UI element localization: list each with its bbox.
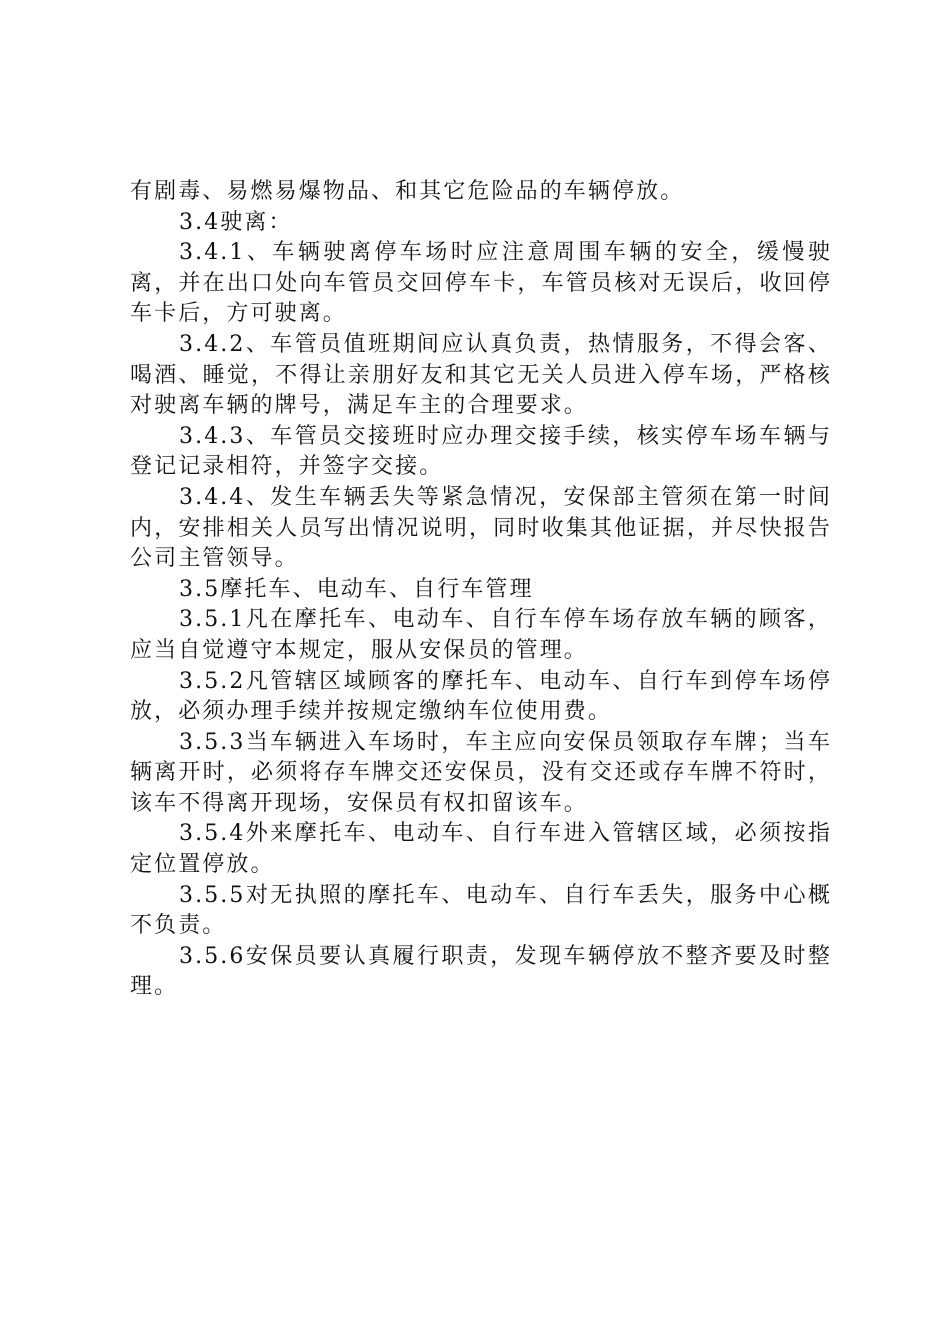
paragraph-3-4-2: 3.4.2、车管员值班期间应认真负责，热情服务，不得会客、喝酒、睡觉，不得让亲朋好友和其它无关人员进入停车场，严格核对驶离车辆的牌号，满足车主的合理要求。 <box>130 331 832 419</box>
paragraph-3-4-3: 3.4.3、车管员交接班时应办理交接手续，核实停车场车辆与登记记录相符，并签字交接。 <box>130 423 832 480</box>
paragraph-3-5-1: 3.5.1凡在摩托车、电动车、自行车停车场存放车辆的顾客，应当自觉遵守本规定，服从安保员的管理。 <box>130 607 832 663</box>
paragraph-hazardous-goods: 有剧毒、易燃易爆物品、和其它危险品的车辆停放。 <box>130 179 685 204</box>
document-body <box>130 177 832 1003</box>
paragraph-3-5-4: 3.5.4外来摩托车、电动车、自行车进入管辖区域，必须按指定位置停放。 <box>130 821 832 878</box>
paragraph-3-4-1: 3.4.1、车辆驶离停车场时应注意周围车辆的安全，缓慢驶离，并在出口处向车管员交回停车卡，车管员核对无误后，收回停车卡后，方可驶离。 <box>130 240 832 327</box>
heading-3-4-departure: 3.4驶离： <box>179 209 293 235</box>
paragraph-3-5-2: 3.5.2凡管辖区域顾客的摩托车、电动车、自行车到停车场停放，必须办理手续并按规定缴纳车位使用费。 <box>130 668 832 725</box>
paragraph-3-5-5: 3.5.5对无执照的摩托车、电动车、自行车丢失，服务中心概不负责。 <box>130 882 832 939</box>
paragraph-3-5-3: 3.5.3当车辆进入车场时，车主应向安保员领取存车牌；当车辆离开时，必须将存车牌交还安保员，没有交还或存车牌不符时，该车不得离开现场，安保员有权扣留该车。 <box>130 729 832 816</box>
paragraph-3-5-6: 3.5.6安保员要认真履行职责，发现车辆停放不整齐要及时整理。 <box>130 943 832 1000</box>
heading-3-5-two-wheeler-management: 3.5摩托车、电动车、自行车管理 <box>179 576 534 602</box>
paragraph-3-4-4: 3.4.4、发生车辆丢失等紧急情况，安保部主管须在第一时间内，安排相关人员写出情况说明，同时收集其他证据，并尽快报告公司主管领导。 <box>130 484 832 572</box>
